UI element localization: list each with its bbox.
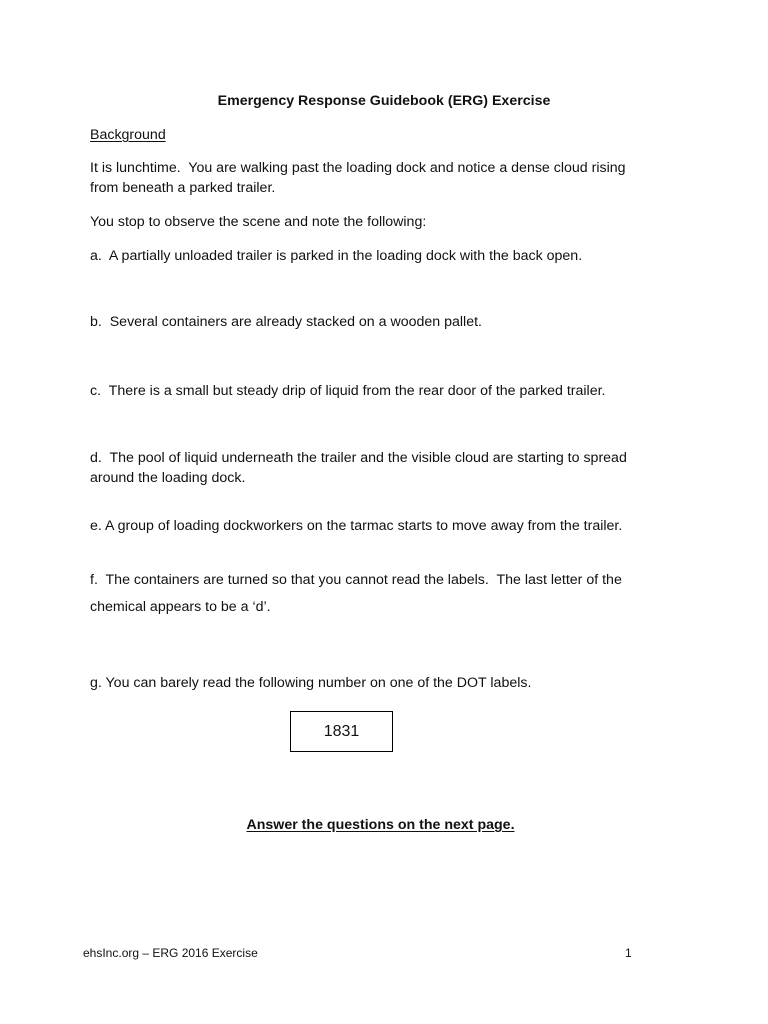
page-number: 1	[625, 946, 632, 960]
observe-sentence: You stop to observe the scene and note the following:	[90, 214, 427, 230]
list-item-text: e. A group of loading dockworkers on the tarmac starts to move away from the trailer.	[90, 518, 623, 534]
section-heading-background: Background	[90, 127, 166, 143]
dot-number: 1831	[323, 722, 360, 740]
dot-number-box	[290, 711, 393, 752]
list-item-text: g. You can barely read the following number on one of the DOT labels.	[90, 675, 532, 691]
list-item-text: d. The pool of liquid underneath the trailer and the visible cloud are starting to spread	[90, 450, 627, 466]
list-item-text: a. A partially unloaded trailer is parked in the loading dock with the back open.	[90, 248, 583, 264]
instruction-text: Answer the questions on the next page.	[246, 817, 515, 833]
list-item-text: around the loading dock.	[90, 470, 246, 486]
page-title: Emergency Response Guidebook (ERG) Exercise	[217, 93, 551, 109]
intro-line: from beneath a parked trailer.	[90, 180, 276, 196]
footer-source: ehsInc.org – ERG 2016 Exercise	[83, 946, 258, 960]
list-item-text: chemical appears to be a ‘d’.	[90, 599, 271, 615]
list-item-text: f. The containers are turned so that you cannot read the labels. The last letter of the	[90, 572, 622, 588]
list-item-text: c. There is a small but steady drip of liquid from the rear door of the parked trailer.	[90, 383, 606, 399]
intro-line: It is lunchtime. You are walking past the loading dock and notice a dense cloud rising	[90, 160, 626, 176]
list-item-text: b. Several containers are already stacked on a wooden pallet.	[90, 314, 482, 330]
